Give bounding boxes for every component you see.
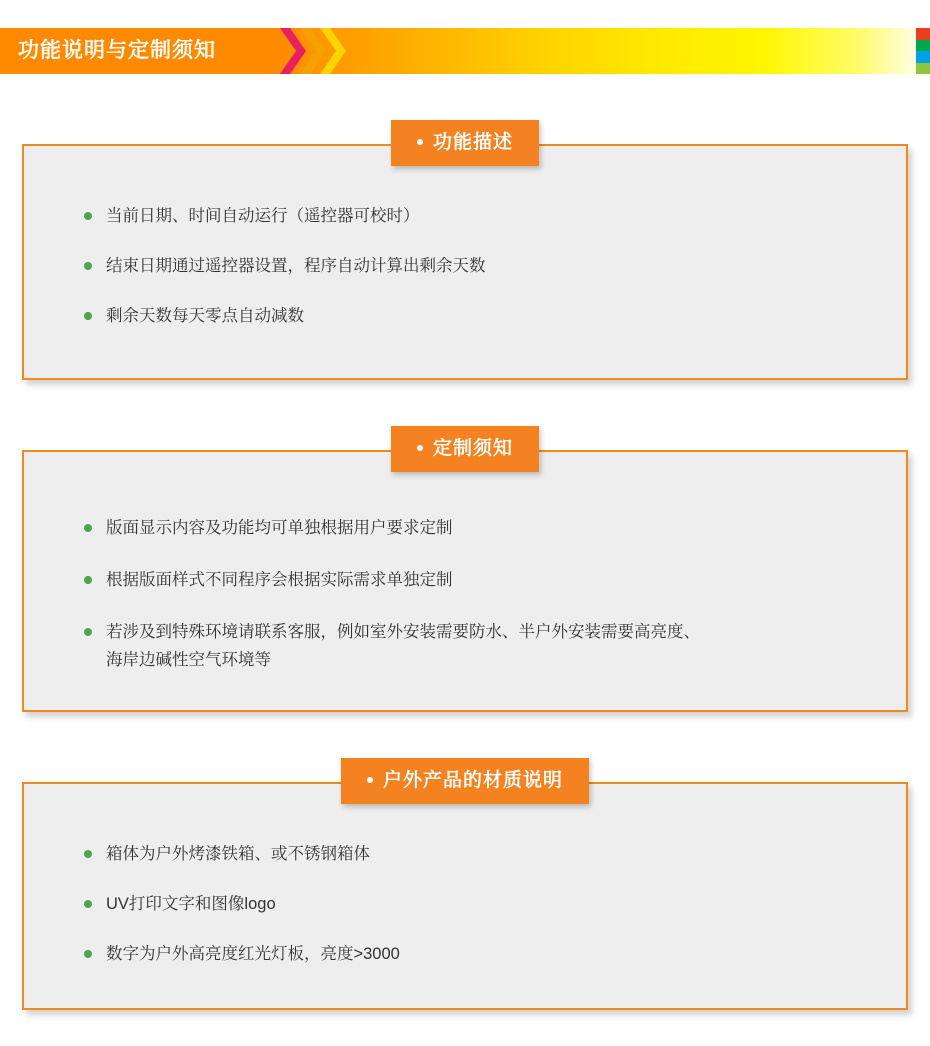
list-item: 剩余天数每天零点自动减数 bbox=[84, 302, 906, 330]
bullet-dot-icon bbox=[417, 139, 423, 145]
bullet-list bbox=[24, 784, 906, 968]
list-item: 若涉及到特殊环境请联系客服，例如室外安装需要防水、半户外安装需要高亮度、 海岸边碱性空气环境等 bbox=[84, 618, 906, 674]
bullet-list bbox=[24, 452, 906, 674]
section-customization-notes bbox=[22, 438, 908, 712]
section-outdoor-material bbox=[22, 770, 908, 1010]
page-header-banner bbox=[0, 0, 930, 92]
list-item: 箱体为户外烤漆铁箱、或不锈钢箱体 bbox=[84, 840, 906, 868]
section-title-text: 户外产品的材质说明 bbox=[382, 770, 564, 791]
section-function-description bbox=[22, 132, 908, 380]
list-item: 数字为户外高亮度红光灯板，亮度>3000 bbox=[84, 940, 906, 968]
chevron-right-icon bbox=[320, 28, 346, 74]
list-item: 当前日期、时间自动运行（遥控器可校时） bbox=[84, 202, 906, 230]
bullet-dot-icon bbox=[417, 445, 423, 451]
banner-color-strip bbox=[916, 28, 930, 74]
section-title-badge bbox=[391, 120, 539, 166]
list-item: 版面显示内容及功能均可单独根据用户要求定制 bbox=[84, 514, 906, 542]
section-title-text: 定制须知 bbox=[432, 438, 514, 459]
section-title-badge bbox=[341, 758, 589, 804]
bullet-dot-icon bbox=[367, 777, 373, 783]
list-item: 结束日期通过遥控器设置，程序自动计算出剩余天数 bbox=[84, 252, 906, 280]
list-item: UV打印文字和图像logo bbox=[84, 890, 906, 918]
page-title: 功能说明与定制须知 bbox=[18, 39, 216, 62]
section-title-badge bbox=[391, 426, 539, 472]
list-item: 根据版面样式不同程序会根据实际需求单独定制 bbox=[84, 566, 906, 594]
bullet-list bbox=[24, 146, 906, 330]
section-title-text: 功能描述 bbox=[432, 132, 514, 153]
